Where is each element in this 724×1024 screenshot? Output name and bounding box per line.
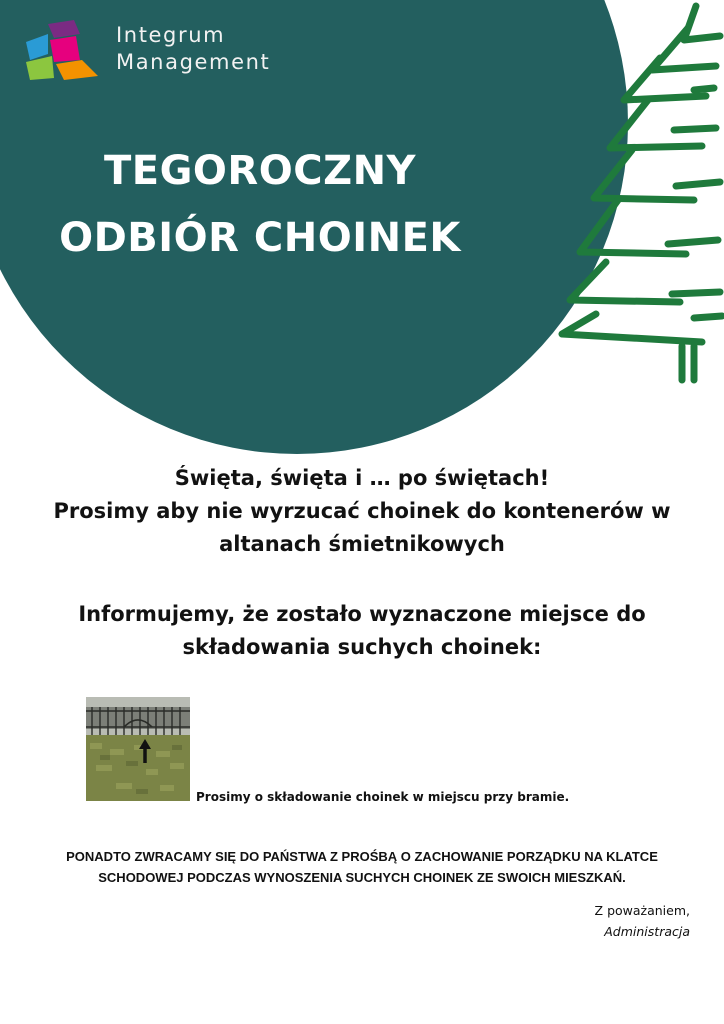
info-text (0, 598, 724, 664)
integrum-logo-icon (24, 20, 100, 80)
logo-line-2: Management (116, 50, 271, 74)
title-line-1: TEGOROCZNY (103, 148, 417, 194)
intro-text (0, 462, 724, 561)
intro-line-3: altanach śmietnikowych (219, 532, 505, 556)
notice-line-1: PONADTO ZWRACAMY SIĘ DO PAŃSTWA Z PROŚBĄ O ZACHOWANIE PORZĄDKU NA KLATCE (66, 849, 658, 864)
gate-photo (86, 697, 190, 801)
info-line-2: składowania suchych choinek: (182, 635, 542, 659)
notice-text (0, 846, 724, 888)
info-line-1: Informujemy, że zostało wyznaczone miejsce do (78, 602, 646, 626)
title-line-2: ODBIÓR CHOINEK (59, 215, 461, 261)
closing-signature (595, 900, 690, 942)
photo-caption: Prosimy o składowanie choinek w miejscu przy bramie. (196, 790, 570, 804)
christmas-tree-icon (556, 0, 724, 390)
intro-line-2: Prosimy aby nie wyrzucać choinek do kontenerów w (53, 499, 671, 523)
closing-greeting: Z poważaniem, (594, 903, 690, 918)
intro-line-1: Święta, święta i … po świętach! (174, 466, 550, 490)
logo-wordmark (116, 22, 270, 76)
notice-line-2: SCHODOWEJ PODCZAS WYNOSZENIA SUCHYCH CHOINEK ZE SWOICH MIESZKAŃ. (98, 870, 626, 885)
page-title (0, 138, 520, 272)
logo-line-1: Integrum (116, 23, 226, 47)
closing-signature-name: Administracja (604, 924, 690, 939)
